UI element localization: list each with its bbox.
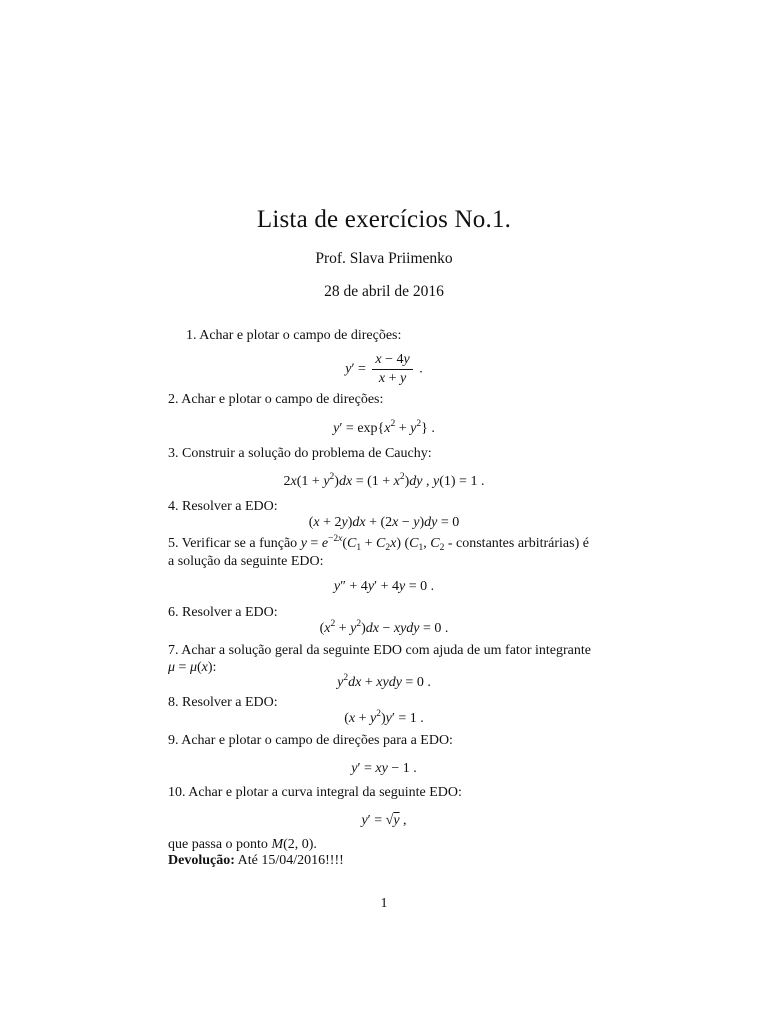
document-author: Prof. Slava Priimenko: [315, 250, 453, 267]
exercise-4-number: 4.: [168, 499, 179, 514]
exercise-6-number: 6.: [168, 605, 179, 620]
exercise-10-condition: que passa o ponto M(2, 0).: [168, 837, 317, 852]
exercise-5-prompt-line1: 5. Verificar se a função $y = e^{-2x}(C_1 + C_2x)$ ($C_1$, $C_2$ - constantes arbitrárias) é: [168, 534, 589, 553]
exercise-2-equation: $y' = \exp\{x^2 + y^2\}$ .: [333, 419, 435, 436]
exercise-3-number: 3.: [168, 446, 179, 461]
exercise-6-equation: $(x^2 + y^2)dx$ − xydy = 0 .: [319, 619, 449, 636]
exercise-9-text: Achar e plotar o campo de direções para a EDO:: [181, 733, 453, 748]
exercise-6-prompt: [168, 605, 278, 621]
devolucao-label: Devolução:: [168, 853, 235, 868]
exercise-3-text: Construir a solução do problema de Cauchy:: [182, 446, 432, 461]
exercise-10-text: Achar e plotar a curva integral da seguinte EDO:: [188, 785, 462, 800]
exercise-7-prompt-line1: [168, 643, 591, 659]
exercise-6-text: Resolver a EDO:: [182, 605, 278, 620]
exercise-7-text-a: Achar a solução geral da seguinte EDO com ajuda de um fator integrante: [181, 643, 591, 658]
exercise-3-equation: $2x(1 + y^2)dx = (1 + x^2)dy$ , y(1) = 1 .: [283, 472, 485, 489]
devolucao-line: [168, 853, 344, 869]
exercise-9-number: 9.: [168, 733, 179, 748]
document-date: 28 de abril de 2016: [324, 283, 444, 300]
exercise-10-equation: y′ = √y ,: [361, 813, 407, 828]
exercise-5-prompt-line2: [168, 554, 324, 570]
exercise-8-number: 8.: [168, 695, 179, 710]
exercise-5-text-c: a solução da seguinte EDO:: [168, 554, 324, 569]
exercise-9-prompt: [168, 733, 453, 749]
exercise-5-text-a: Verificar se a função: [181, 536, 298, 551]
exercise-1-equation: y′ = $\frac{x - 4y}{x + y}$ .: [345, 352, 423, 386]
document-title: Lista de exercícios No.1.: [256, 206, 512, 233]
exercise-1-text: Achar e plotar o campo de direções:: [199, 328, 402, 343]
exercise-1-prompt: [186, 328, 401, 344]
exercise-8-prompt: [168, 695, 278, 711]
exercise-1-number: 1.: [186, 328, 197, 343]
devolucao-text: Até 15/04/2016!!!!: [237, 853, 344, 868]
exercise-4-equation: (x + 2y)dx + (2x − y)dy = 0: [308, 515, 460, 530]
exercise-7-equation: $y^2dx$ + xydy = 0 .: [337, 673, 431, 690]
exercise-2-prompt: [168, 392, 383, 408]
exercise-4-prompt: [168, 499, 278, 515]
exercise-4-text: Resolver a EDO:: [182, 499, 278, 514]
exercise-7-prompt-line2: μ = μ(x):: [168, 660, 217, 675]
exercise-10-prompt: [168, 785, 462, 801]
exercise-2-text: Achar e plotar o campo de direções:: [181, 392, 384, 407]
exercise-10-text-after: que passa o ponto: [168, 837, 268, 852]
page-number: 1: [380, 896, 388, 911]
exercise-8-text: Resolver a EDO:: [182, 695, 278, 710]
exercise-8-equation: $(x + y^2)y' = 1$ .: [344, 709, 424, 726]
exercise-3-prompt: [168, 446, 432, 462]
exercise-9-equation: y′ = xy − 1 .: [351, 761, 417, 776]
exercise-10-number: 10.: [168, 785, 186, 800]
exercise-5-number: 5.: [168, 536, 179, 551]
exercise-2-number: 2.: [168, 392, 179, 407]
exercise-5-equation: y″ + 4y′ + 4y = 0 .: [333, 579, 435, 594]
exercise-7-number: 7.: [168, 643, 179, 658]
exercise-5-text-b: - constantes arbitrárias) é: [447, 536, 589, 551]
fraction: $\frac{x - 4y}{x + y}$: [372, 352, 412, 387]
